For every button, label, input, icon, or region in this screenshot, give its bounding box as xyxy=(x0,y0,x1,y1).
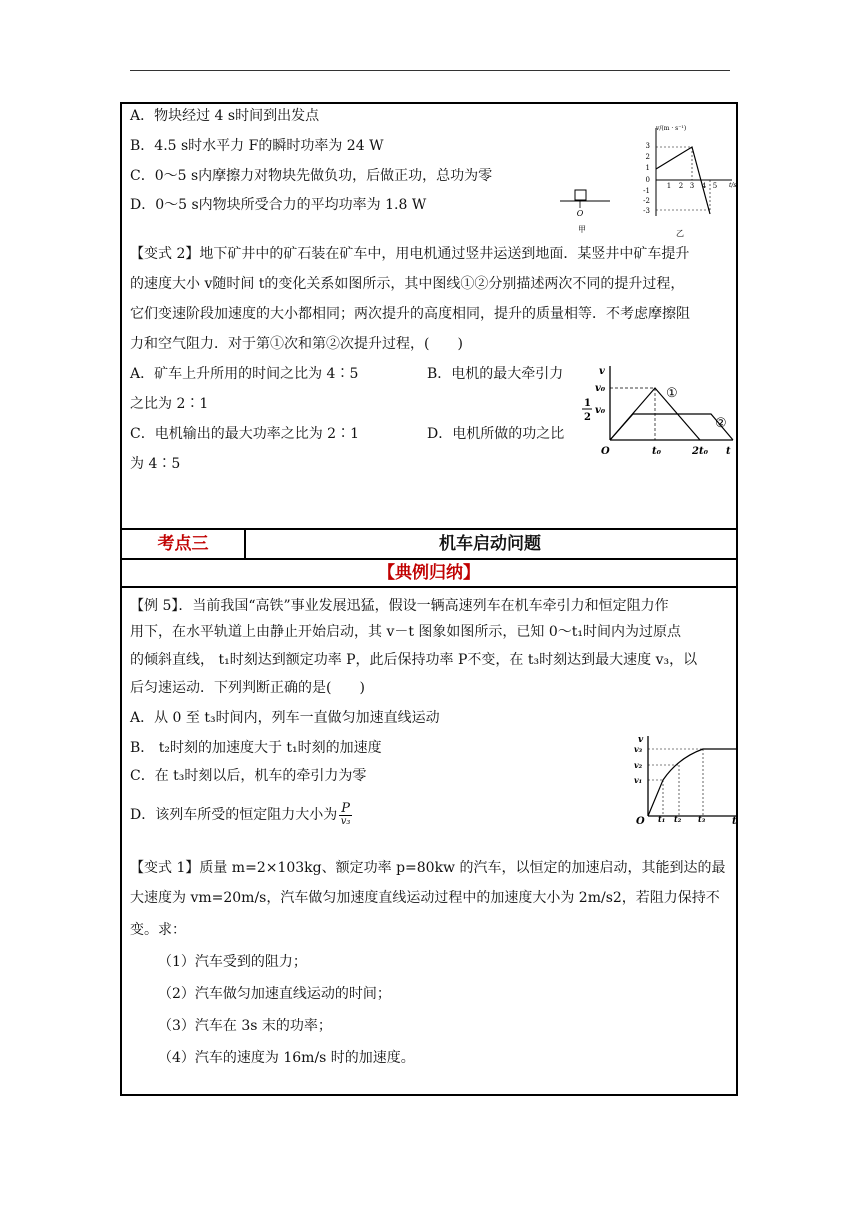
variant2-line-1: 【变式 2】地下矿井中的矿石装在矿车中，用电机通过竖井运送到地面．某竖井中矿车提升 xyxy=(130,246,690,262)
variant1-item-4: （4）汽车的速度为 16m/s 时的加速度。 xyxy=(158,1050,415,1066)
x-tick-4: 4 xyxy=(701,182,707,190)
half-num: 1 xyxy=(584,398,591,409)
example5-option-d-text: D．该列车所受的恒定阻力大小为 xyxy=(130,807,338,823)
example5-line-1: 【例 5】．当前我国“高铁”事业发展迅猛，假设一辆高速列车在机车牵引力和恒定阻力作 xyxy=(130,598,669,614)
y-tick-m2: -2 xyxy=(643,197,650,205)
velocity-curve xyxy=(648,749,738,816)
variant1-item-3: （3）汽车在 3s 末的功率； xyxy=(158,1018,332,1034)
t1-label: t₁ xyxy=(658,814,666,824)
variant1-item-2: （2）汽车做匀加速直线运动的时间； xyxy=(158,986,391,1002)
variant1-line-2: 大速度为 vm=20m/s，汽车做匀加速度直线运动过程中的加速度大小为 2m/s2，若阻力保持不 xyxy=(130,890,720,906)
t3-label: t₃ xyxy=(698,814,706,824)
curve-2-label: ② xyxy=(715,416,727,431)
fraction-denominator: v₃ xyxy=(340,815,351,827)
block-shape xyxy=(575,190,586,200)
figure-yi-graph xyxy=(628,122,740,240)
example5-line-4: 后匀速运动．下列判断正确的是( ) xyxy=(130,680,365,696)
section-label: 考点三 xyxy=(122,530,246,558)
t-label: t xyxy=(732,816,737,826)
example5-graph xyxy=(628,730,738,826)
x-axis-label: t/s xyxy=(729,182,737,189)
x-tick-3: 3 xyxy=(689,182,695,190)
example5-option-b: B． t₂时刻的加速度大于 t₁时刻的加速度 xyxy=(130,740,382,756)
section-title: 机车启动问题 xyxy=(439,534,541,554)
prev-option-b: B．4.5 s时水平力 F的瞬时功率为 24 W xyxy=(130,138,384,154)
v-label: v xyxy=(638,735,644,745)
v0-label: v₀ xyxy=(595,383,606,394)
fig-jia-label: 甲 xyxy=(578,225,586,234)
curve-1-label: ① xyxy=(666,386,678,401)
variant2-option-c: C．电机输出的最大功率之比为 2∶1 xyxy=(130,426,359,442)
example5-option-a: A．从 0 至 t₃时间内，列车一直做匀加速直线运动 xyxy=(130,710,440,726)
variant1-line-3: 变。求： xyxy=(130,922,186,938)
t0-label: t₀ xyxy=(652,446,661,457)
y-tick-m3: -3 xyxy=(643,207,650,215)
prev-option-d: D．0～5 s内物块所受合力的平均功率为 1.8 W xyxy=(130,197,427,213)
header-rule xyxy=(130,70,730,71)
origin-label: O xyxy=(601,446,610,457)
v3-label: v₃ xyxy=(634,744,643,754)
t-label: t xyxy=(726,446,731,457)
fig-yi-label: 乙 xyxy=(676,229,684,238)
example5-option-c: C．在 t₃时刻以后，机车的牵引力为零 xyxy=(130,768,367,784)
variant2-option-b-cont: 之比为 2∶1 xyxy=(130,396,209,412)
variant2-option-d-cont: 为 4∶5 xyxy=(130,456,181,472)
example5-line-2: 用下，在水平轨道上由静止开始启动，其 v－t 图象如图所示，已知 0～t₁时间内为过原点 xyxy=(130,624,682,640)
origin-label: O xyxy=(636,816,645,826)
v-label: v xyxy=(599,366,605,377)
v2-label: v₂ xyxy=(634,760,643,770)
section-header-row xyxy=(120,528,738,560)
variant2-option-d: D．电机所做的功之比 xyxy=(427,426,565,442)
y-tick-0: 0 xyxy=(645,176,650,184)
variant1-item-1: （1）汽车受到的阻力； xyxy=(158,954,307,970)
variant2-option-b: B．电机的最大牵引力 xyxy=(427,366,564,382)
y-tick-1: 1 xyxy=(645,164,650,172)
v1-label: v₁ xyxy=(634,775,643,785)
variant2-line-3: 它们变速阶段加速度的大小都相同；两次提升的高度相同，提升的质量相等．不考虑摩擦阻 xyxy=(130,306,690,322)
section-subheader: 【典例归纳】 xyxy=(378,563,480,583)
half-den: 2 xyxy=(584,412,591,423)
example5-option-d xyxy=(130,800,352,830)
y-tick-m1: -1 xyxy=(643,187,650,195)
y-tick-3: 3 xyxy=(645,142,650,150)
prev-option-a: A．物块经过 4 s时间到出发点 xyxy=(130,108,320,124)
example5-line-3: 的倾斜直线， t₁时刻达到额定功率 P，此后保持功率 P不变，在 t₃时刻达到最大速度 v₃，以 xyxy=(130,652,698,668)
fraction-p-over-v3 xyxy=(339,800,352,828)
prev-option-c: C．0～5 s内摩擦力对物块先做负功，后做正功，总功为零 xyxy=(130,168,493,184)
fig-o-label: O xyxy=(576,209,584,218)
y-axis-label: v/(m · s⁻¹) xyxy=(656,125,687,132)
y-tick-2: 2 xyxy=(645,153,650,161)
variant1-line-1: 【变式 1】质量 m=2×103kg、额定功率 p=80kw 的汽车，以恒定的加速启动，其能到达的最 xyxy=(130,860,726,876)
x-tick-2: 2 xyxy=(678,182,684,190)
variant2-option-a: A．矿车上升所用的时间之比为 4∶5 xyxy=(130,366,359,382)
two-t0-label: 2t₀ xyxy=(692,446,708,457)
variant2-line-2: 的速度大小 v随时间 t的变化关系如图所示，其中图线①②分别描述两次不同的提升过程， xyxy=(130,276,685,292)
x-tick-1: 1 xyxy=(666,182,672,190)
variant2-graph xyxy=(575,360,737,462)
section-subheader-row xyxy=(120,558,738,588)
variant2-line-4: 力和空气阻力．对于第①次和第②次提升过程，( ) xyxy=(130,336,463,352)
fraction-numerator: P xyxy=(341,800,350,816)
x-tick-5: 5 xyxy=(712,182,718,190)
figure-jia xyxy=(558,186,618,236)
half-v0-label: v₀ xyxy=(595,405,606,416)
t2-label: t₂ xyxy=(674,814,682,824)
